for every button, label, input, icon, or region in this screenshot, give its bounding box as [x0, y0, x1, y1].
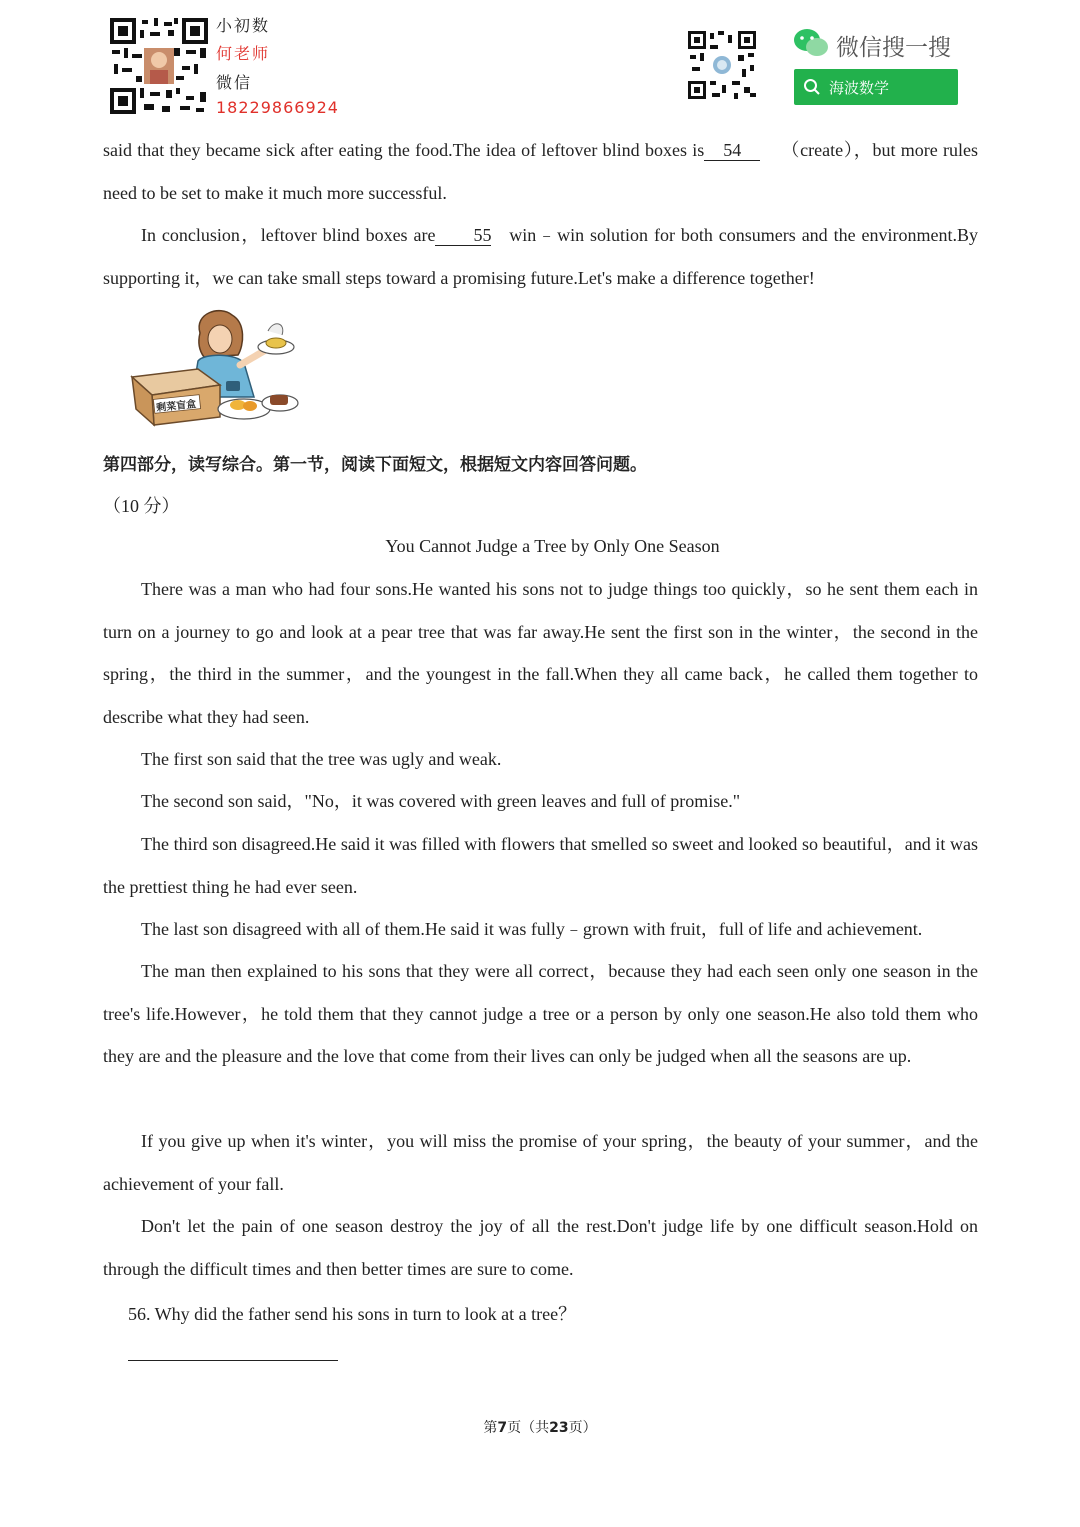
- passage-paragraph: The man then explained to his sons that they were all correct，because they had each seen only one season in the tree's life.However，he told them that they cannot judge a tree or a person by only one season.He also told them who they are and the pleasure and the love that come from their lives can only be judged when all the seasons are up.: [103, 961, 978, 1066]
- wechat-icon: [793, 28, 829, 58]
- header-line-1: 小初数: [216, 16, 271, 35]
- page-total: 23: [549, 1420, 569, 1436]
- answer-blank-54[interactable]: [704, 140, 760, 161]
- search-button-label: 海波数学: [829, 79, 890, 97]
- wechat-search-title: 微信搜一搜: [836, 35, 951, 61]
- section-heading: 第四部分，读写综合。第一节，阅读下面短文，根据短文内容回答问题。: [103, 455, 647, 475]
- passage-paragraph: The third son disagreed.He said it was filled with flowers that smelled so sweet and looked so beautiful，and it was the prettiest thing he had ever seen.: [103, 834, 978, 897]
- paragraph-text: In conclusion，leftover blind boxes are: [141, 225, 436, 245]
- paragraph-text: （create），but more rules need to be set to make it much more successful.: [103, 140, 979, 203]
- passage-title: You Cannot Judge a Tree by Only One Season: [385, 536, 720, 556]
- qr-code-right: [688, 31, 756, 99]
- passage-paragraph-2: [103, 214, 978, 299]
- blank-number: 55: [473, 225, 492, 245]
- answer-line-56[interactable]: [128, 1359, 338, 1361]
- passage-paragraph: Don't let the pain of one season destroy the joy of all the rest.Don't judge life by one difficult season.Hold on through the difficult times and then better times are sure to come.: [103, 1216, 978, 1279]
- page-label-a: 第: [483, 1420, 498, 1436]
- passage-paragraph-1: [103, 129, 978, 214]
- passage-paragraph: The last son disagreed with all of them.He said it was fully﹣grown with fruit，full of life and achievement.: [141, 919, 923, 939]
- phone-number: 18229866924: [216, 98, 339, 117]
- section-score: （10 分）: [103, 496, 180, 516]
- search-button[interactable]: [794, 69, 958, 105]
- question-56: 56. Why did the father send his sons in turn to look at a tree？: [128, 1304, 577, 1324]
- blank-number: 54: [723, 140, 742, 160]
- paragraph-text: win﹣win solution for both consumers and the environment.By supporting it，we can take small steps toward a promising future.Let's make a difference together!: [103, 225, 979, 288]
- paragraph-text: said that they became sick after eating the food.The idea of leftover blind boxes is: [103, 140, 705, 160]
- passage-paragraph: If you give up when it's winter，you will miss the promise of your spring，the beauty of your summer，and the achievement of your fall.: [103, 1131, 978, 1194]
- page-label-b: 页（共: [507, 1420, 550, 1436]
- header-line-3: 微信: [216, 73, 253, 92]
- header-line-2: 何老师: [216, 44, 271, 63]
- answer-blank-55[interactable]: [435, 225, 491, 246]
- passage-paragraph: There was a man who had four sons.He wanted his sons not to judge things too quickly，so he sent them each in turn on a journey to go and look at a pear tree that was far away.He sent the first son in the winter，the second in the spring，the third in the summer，and the youngest in the fall.When they all came back，he called them together to describe what they had seen.: [103, 579, 978, 727]
- box-label: 剩菜盲盒: [155, 399, 197, 415]
- leftover-blind-box-illustration: [128, 305, 300, 430]
- passage-paragraph: The first son said that the tree was ugly and weak.: [141, 749, 502, 769]
- qr-code-left: [110, 18, 208, 114]
- passage-paragraph: The second son said，"No，it was covered with green leaves and full of promise.": [141, 791, 741, 811]
- page-label-c: 页）: [568, 1420, 597, 1436]
- search-icon: [803, 78, 821, 96]
- page-number: 7: [497, 1420, 508, 1436]
- page-footer: [0, 1417, 1080, 1437]
